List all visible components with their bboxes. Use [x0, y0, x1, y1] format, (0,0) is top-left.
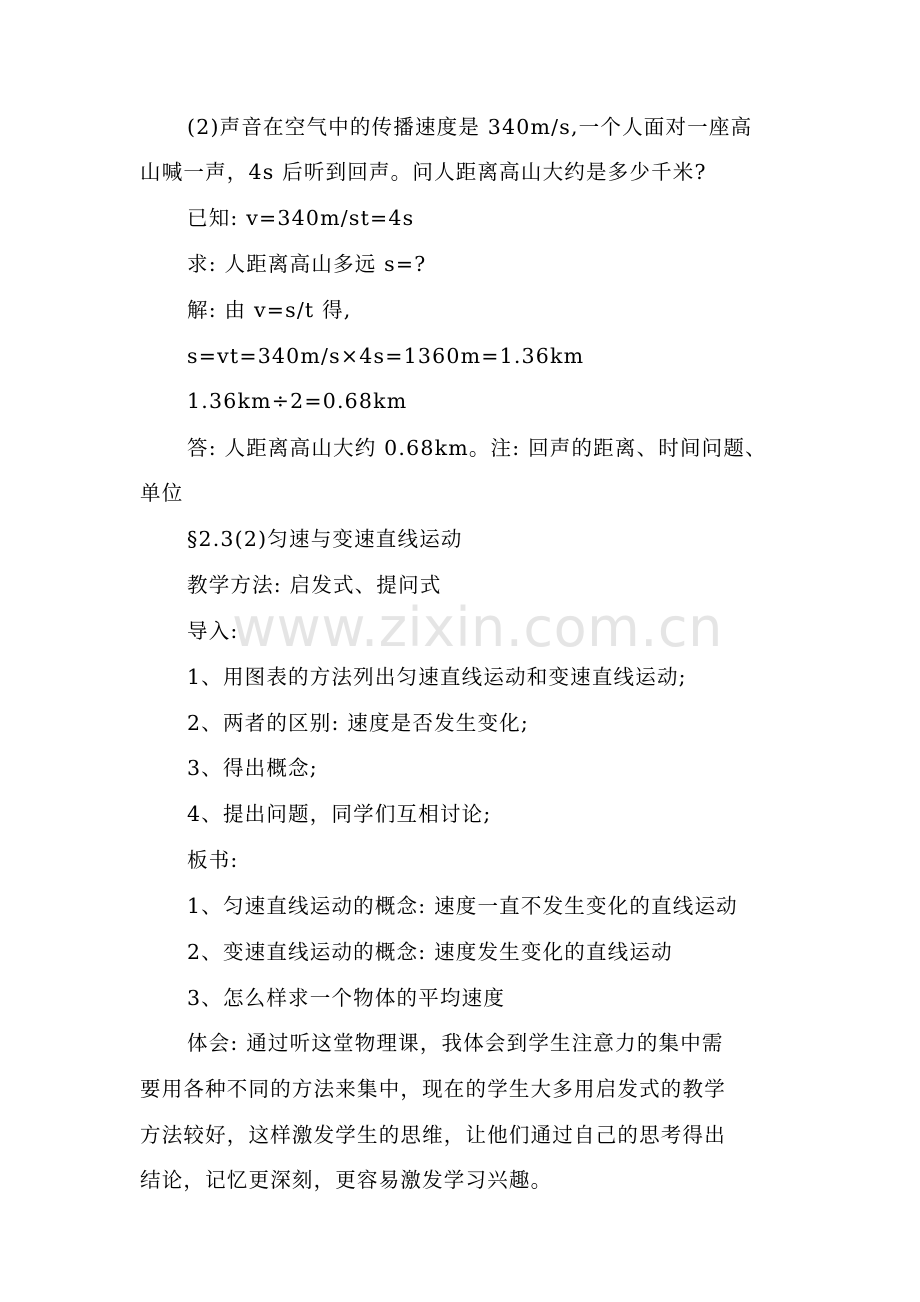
find-line: 求: 人距离高山多远 s=? [187, 252, 427, 276]
blackboard-label: 板书: [187, 848, 239, 872]
reflection-line-4: 结论，记忆更深刻，更容易激发学习兴趣。 [140, 1168, 553, 1192]
blackboard-item-1: 1、匀速直线运动的概念: 速度一直不发生变化的直线运动 [187, 894, 738, 918]
teaching-method-line: 教学方法: 启发式、提问式 [187, 573, 442, 597]
answer-line-1: 答: 人距离高山大约 0.68km。注: 回声的距离、时间问题、 [187, 436, 767, 460]
blackboard-item-2: 2、变速直线运动的概念: 速度发生变化的直线运动 [187, 940, 673, 964]
intro-item-1: 1、用图表的方法列出匀速直线运动和变速直线运动; [187, 665, 687, 689]
reflection-line-1: 体会: 通过听这堂物理课，我体会到学生注意力的集中需 [187, 1031, 724, 1055]
answer-line-2: 单位 [140, 481, 184, 505]
given-line: 已知: v=340m/st=4s [187, 206, 415, 230]
problem-text-line-2: 山喊一声，4s 后听到回声。问人距离高山大约是多少千米? [140, 160, 707, 184]
watermark: www.zixin.com.cn [232, 596, 723, 659]
section-heading: §2.3(2)匀速与变速直线运动 [187, 527, 463, 551]
equation-line-2: 1.36km÷2=0.68km [187, 389, 408, 413]
reflection-line-3: 方法较好，这样激发学生的思维，让他们通过自己的思考得出 [140, 1123, 726, 1147]
solution-line: 解: 由 v=s/t 得, [187, 298, 352, 322]
intro-item-4: 4、提出问题，同学们互相讨论; [187, 802, 492, 826]
problem-text-line-1: (2)声音在空气中的传播速度是 340m/s,一个人面对一座高 [187, 115, 753, 139]
equation-line-1: s=vt=340m/s×4s=1360m=1.36km [187, 344, 585, 368]
blackboard-item-3: 3、怎么样求一个物体的平均速度 [187, 986, 506, 1010]
intro-item-3: 3、得出概念; [187, 756, 318, 780]
reflection-line-2: 要用各种不同的方法来集中，现在的学生大多用启发式的教学 [140, 1077, 726, 1101]
intro-item-2: 2、两者的区别: 速度是否发生变化; [187, 711, 529, 735]
introduction-label: 导入: [187, 619, 239, 643]
